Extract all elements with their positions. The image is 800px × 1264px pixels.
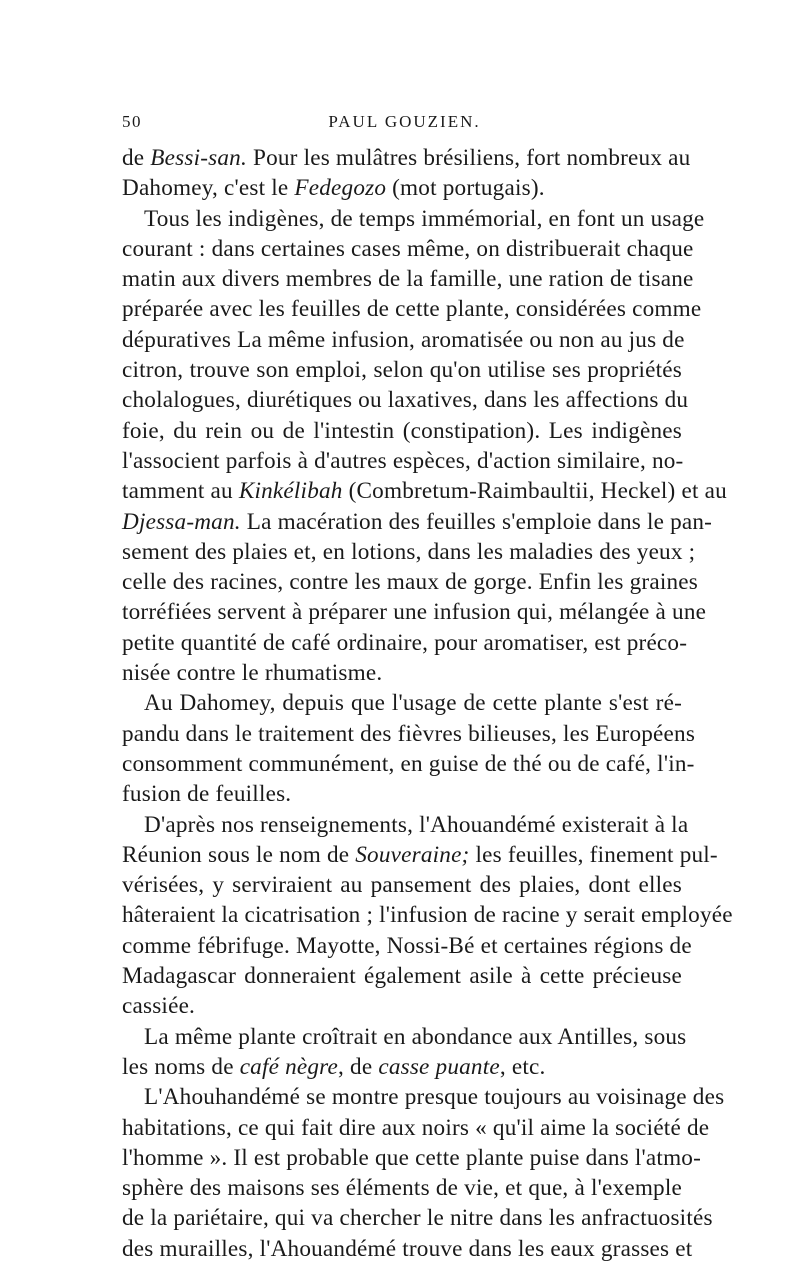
text-line bbox=[122, 294, 702, 324]
text-segment: Pour les mulâtres brésiliens, fort nombreux au bbox=[246, 145, 691, 171]
text-line bbox=[122, 870, 682, 900]
text-segment: tamment au bbox=[122, 478, 239, 505]
text-line bbox=[122, 537, 696, 567]
text-line bbox=[122, 688, 682, 718]
text-segment: de bbox=[122, 145, 151, 171]
text-segment: les noms de bbox=[122, 1053, 240, 1080]
page-number: 50 bbox=[122, 112, 142, 131]
text-line bbox=[122, 810, 689, 840]
italic-term: café nègre bbox=[239, 1053, 339, 1080]
text-line bbox=[122, 446, 682, 476]
text-line bbox=[122, 961, 682, 991]
text-line bbox=[122, 325, 685, 355]
text-segment: comme fébrifuge. Mayotte, Nossi-Bé et certaines régions de bbox=[122, 932, 692, 959]
text-line bbox=[122, 1173, 682, 1203]
text-segment: , de bbox=[338, 1053, 379, 1080]
text-line bbox=[122, 507, 713, 537]
text-segment: les feuilles, finement pul- bbox=[469, 841, 718, 868]
text-line bbox=[122, 597, 707, 627]
text-segment: habitations, ce qui fait dire aux noirs « qu'il aime la société de bbox=[122, 1114, 710, 1141]
text-segment: , etc. bbox=[499, 1053, 546, 1080]
text-segment: (mot portugais). bbox=[386, 175, 545, 202]
text-line bbox=[122, 143, 691, 173]
text-segment: sphère des maisons ses éléments de vie, et que, à l'exemple bbox=[122, 1175, 682, 1202]
text-segment: petite quantité de café ordinaire, pour aromatiser, est préco- bbox=[122, 629, 688, 656]
text-segment: courant : dans certaines cases même, on distribuerait chaque bbox=[122, 235, 694, 262]
text-segment: Madagascar donneraient également asile à cette précieuse bbox=[122, 963, 682, 990]
text-segment: La même plante croîtrait en abondance aux Antilles, sous bbox=[144, 1023, 687, 1050]
text-segment: pandu dans le traitement des fièvres bilieuses, les Européens bbox=[122, 720, 696, 747]
text-line bbox=[122, 1022, 687, 1052]
text-segment: préparée avec les feuilles de cette plante, considérées comme bbox=[122, 296, 702, 323]
text-segment: de la pariétaire, qui va chercher le nitre dans les anfractuosités bbox=[122, 1205, 713, 1232]
text-segment: celle des racines, contre les maux de gorge. Enfin les graines bbox=[122, 569, 698, 596]
text-line bbox=[122, 1143, 702, 1173]
text-segment: foie, du rein ou de l'intestin (constipation). Les indigènes bbox=[122, 417, 682, 444]
text-line bbox=[122, 991, 682, 1021]
text-segment: Dahomey, c'est le bbox=[122, 175, 295, 202]
text-segment: torréfiées servent à préparer une infusion qui, mélangée à une bbox=[122, 599, 707, 626]
italic-term: Souveraine; bbox=[355, 841, 470, 868]
text-segment: nisée contre le rhumatisme. bbox=[122, 660, 383, 687]
text-line bbox=[122, 385, 689, 415]
text-segment: cholalogues, diurétiques ou laxatives, dans les affections du bbox=[122, 387, 689, 414]
text-line bbox=[122, 476, 727, 506]
text-line bbox=[122, 900, 733, 930]
text-line bbox=[122, 628, 688, 658]
text-line bbox=[122, 749, 695, 779]
text-segment: consomment communément, en guise de thé ou de café, l'in- bbox=[122, 750, 695, 777]
italic-term: Kinkélibah bbox=[238, 478, 343, 505]
running-head bbox=[122, 112, 687, 138]
text-segment: matin aux divers membres de la famille, une ration de tisane bbox=[122, 266, 694, 293]
text-line bbox=[122, 264, 694, 294]
text-line bbox=[122, 1203, 713, 1233]
text-segment: Tous les indigènes, de temps immémorial, en font un usage bbox=[144, 205, 705, 232]
text-segment: sement des plaies et, en lotions, dans les maladies des yeux ; bbox=[122, 538, 696, 565]
italic-term: Fedegozo bbox=[294, 175, 387, 202]
text-segment: l'homme ». Il est probable que cette plante puise dans l'atmo- bbox=[122, 1144, 702, 1171]
text-line bbox=[122, 416, 682, 446]
text-line bbox=[122, 779, 682, 809]
text-line bbox=[122, 234, 694, 264]
italic-term: Djessa-man. bbox=[122, 508, 241, 535]
text-segment: fusion de feuilles. bbox=[122, 781, 292, 808]
text-segment: citron, trouve son emploi, selon qu'on utilise ses propriétés bbox=[122, 357, 682, 384]
running-title: PAUL GOUZIEN. bbox=[328, 112, 481, 131]
text-segment: Au Dahomey, depuis que l'usage de cette plante s'est ré- bbox=[144, 690, 682, 717]
text-line bbox=[122, 1234, 693, 1264]
text-line bbox=[122, 355, 682, 385]
text-line bbox=[122, 1113, 710, 1143]
text-segment: l'associent parfois à d'autres espèces, d'action similaire, no- bbox=[122, 447, 684, 474]
text-segment: des murailles, l'Ahouandémé trouve dans les eaux grasses et bbox=[122, 1235, 693, 1262]
text-segment: D'après nos renseignements, l'Ahouandémé existerait à la bbox=[144, 811, 689, 838]
text-segment: vérisées, y serviraient au pansement des plaies, dont elles bbox=[122, 872, 682, 899]
text-segment: La macération des feuilles s'emploie dans le pan- bbox=[240, 508, 713, 535]
italic-term: casse puante bbox=[378, 1053, 500, 1080]
text-segment: cassiée. bbox=[122, 993, 196, 1020]
italic-term: Bessi-san. bbox=[150, 145, 247, 171]
text-line bbox=[122, 204, 705, 234]
text-line bbox=[122, 840, 718, 870]
text-line bbox=[122, 1052, 682, 1082]
text-segment: (Combretum-Raimbaultii, Heckel) et au bbox=[342, 478, 727, 505]
text-line bbox=[122, 173, 682, 203]
text-line bbox=[122, 1082, 725, 1112]
text-line bbox=[122, 567, 698, 597]
text-segment: L'Ahouhandémé se montre presque toujours au voisinage des bbox=[144, 1084, 725, 1111]
text-line bbox=[122, 658, 682, 688]
text-segment: dépuratives La même infusion, aromatisée ou non au jus de bbox=[122, 326, 685, 353]
text-line bbox=[122, 719, 696, 749]
text-line bbox=[122, 931, 692, 961]
text-segment: Réunion sous le nom de bbox=[122, 841, 356, 868]
body-text bbox=[122, 143, 733, 1264]
text-segment: hâteraient la cicatrisation ; l'infusion de racine y serait employée bbox=[122, 902, 733, 929]
